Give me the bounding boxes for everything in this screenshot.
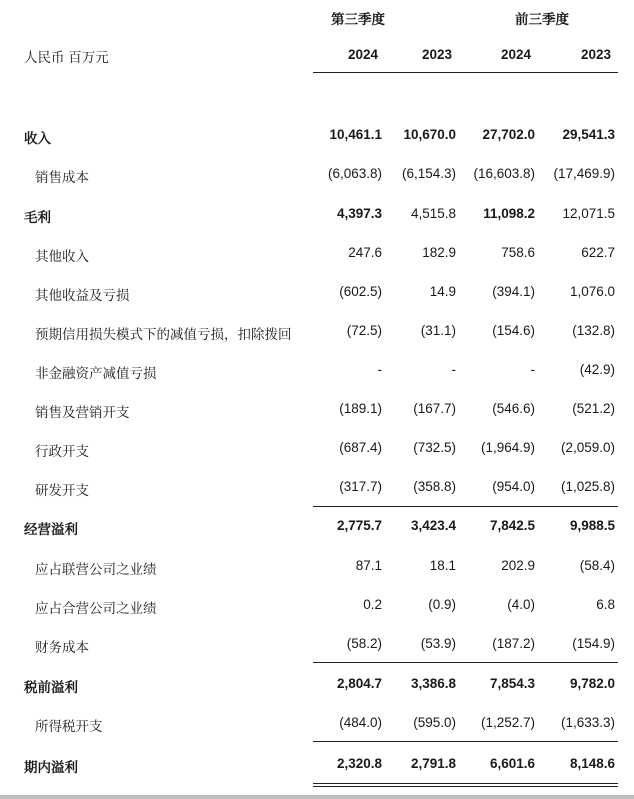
table-row (0, 362, 634, 382)
value-cell: 7,842.5 (489, 518, 535, 533)
value-cell: (317.7) (339, 479, 382, 494)
row-label: 其他收益及亏损 (35, 288, 130, 303)
total-double-rule (313, 786, 618, 787)
table-row (0, 127, 634, 147)
value-cell: - (377, 362, 382, 377)
value-cell: 18.1 (429, 558, 456, 573)
value-cell: 14.9 (429, 284, 456, 299)
value-cell: (16,603.8) (473, 166, 535, 181)
value-cell: (1,025.8) (560, 479, 615, 494)
value-cell: 29,541.3 (562, 127, 615, 142)
value-cell: - (451, 362, 456, 377)
row-label: 行政开支 (35, 444, 89, 459)
value-cell: 758.6 (501, 245, 535, 260)
table-row (0, 245, 634, 265)
value-cell: (546.6) (492, 401, 535, 416)
value-cell: 12,071.5 (562, 206, 615, 221)
table-row (0, 756, 634, 776)
row-label: 应占合营公司之业绩 (35, 601, 157, 616)
row-label: 期内溢利 (24, 760, 78, 775)
value-cell: (4.0) (507, 597, 535, 612)
table-row (0, 284, 634, 304)
value-cell: (187.2) (492, 636, 535, 651)
value-cell: 202.9 (501, 558, 535, 573)
page-bottom-edge (0, 795, 634, 799)
table-row (0, 479, 634, 499)
value-cell: 8,148.6 (569, 756, 615, 771)
value-cell: (358.8) (413, 479, 456, 494)
value-cell: 10,670.0 (403, 127, 456, 142)
value-cell: 10,461.1 (329, 127, 382, 142)
value-cell: 4,515.8 (410, 206, 456, 221)
value-cell: 6.8 (596, 597, 615, 612)
value-cell: 1,076.0 (569, 284, 615, 299)
subtotal-rule (313, 741, 618, 742)
value-cell: 2,775.7 (336, 518, 382, 533)
value-cell: (484.0) (339, 715, 382, 730)
table-row (0, 401, 634, 421)
value-cell: (132.8) (572, 323, 615, 338)
table-row (0, 676, 634, 696)
subtotal-rule (313, 506, 618, 507)
row-label: 研发开支 (35, 483, 89, 498)
value-cell: 9,988.5 (569, 518, 615, 533)
value-cell: 4,397.3 (336, 206, 382, 221)
value-cell: (6,063.8) (327, 166, 382, 181)
value-cell: (595.0) (413, 715, 456, 730)
value-cell: 247.6 (348, 245, 382, 260)
year-header: 2024 (500, 47, 531, 62)
value-cell: 0.2 (363, 597, 382, 612)
value-cell: (394.1) (492, 284, 535, 299)
table-row (0, 597, 634, 617)
value-cell: (6,154.3) (401, 166, 456, 181)
value-cell: (687.4) (339, 440, 382, 455)
currency-unit-label: 人民币 百万元 (24, 50, 109, 65)
value-cell: (1,252.7) (480, 715, 535, 730)
value-cell: 2,320.8 (336, 756, 382, 771)
table-row (0, 166, 634, 186)
value-cell: 182.9 (422, 245, 456, 260)
value-cell: (2,059.0) (560, 440, 615, 455)
row-label: 其他收入 (35, 249, 89, 264)
value-cell: - (530, 362, 535, 377)
row-label: 销售成本 (35, 170, 89, 185)
header-rule (313, 72, 618, 73)
value-cell: (189.1) (339, 401, 382, 416)
ytd-header: 前三季度 (515, 12, 569, 27)
value-cell: (154.6) (492, 323, 535, 338)
value-cell: (954.0) (492, 479, 535, 494)
row-label: 税前溢利 (24, 680, 78, 695)
value-cell: (0.9) (428, 597, 456, 612)
year-header: 2024 (347, 47, 378, 62)
row-label: 销售及营销开支 (35, 405, 130, 420)
table-row (0, 636, 634, 656)
value-cell: (1,633.3) (560, 715, 615, 730)
table-row (0, 715, 634, 735)
table-row (0, 206, 634, 226)
table-row (0, 323, 634, 343)
value-cell: (154.9) (572, 636, 615, 651)
value-cell: (58.2) (346, 636, 382, 651)
value-cell: 622.7 (581, 245, 615, 260)
row-label: 经营溢利 (24, 522, 78, 537)
value-cell: 3,423.4 (410, 518, 456, 533)
value-cell: 87.1 (355, 558, 382, 573)
value-cell: 6,601.6 (489, 756, 535, 771)
value-cell: (31.1) (420, 323, 456, 338)
q3-header: 第三季度 (331, 12, 385, 27)
value-cell: 9,782.0 (569, 676, 615, 691)
value-cell: (58.4) (579, 558, 615, 573)
value-cell: (1,964.9) (480, 440, 535, 455)
row-label: 收入 (24, 131, 51, 146)
value-cell: (732.5) (413, 440, 456, 455)
year-header: 2023 (421, 47, 452, 62)
value-cell: 2,804.7 (336, 676, 382, 691)
table-row (0, 558, 634, 578)
table-row (0, 440, 634, 460)
total-double-rule (313, 783, 618, 784)
value-cell: 11,098.2 (483, 206, 535, 221)
value-cell: (53.9) (420, 636, 456, 651)
row-label: 预期信用损失模式下的减值亏损，扣除拨回 (35, 327, 292, 342)
year-header: 2023 (580, 47, 611, 62)
value-cell: (602.5) (339, 284, 382, 299)
value-cell: 2,791.8 (410, 756, 456, 771)
subtotal-rule (313, 662, 618, 663)
row-label: 毛利 (24, 210, 51, 225)
value-cell: (17,469.9) (553, 166, 615, 181)
value-cell: 3,386.8 (410, 676, 456, 691)
value-cell: (167.7) (413, 401, 456, 416)
row-label: 非金融资产减值亏损 (35, 366, 157, 381)
row-label: 所得税开支 (35, 719, 103, 734)
value-cell: (42.9) (579, 362, 615, 377)
value-cell: 27,702.0 (482, 127, 535, 142)
value-cell: 7,854.3 (489, 676, 535, 691)
value-cell: (72.5) (346, 323, 382, 338)
row-label: 财务成本 (35, 640, 89, 655)
table-row (0, 518, 634, 538)
row-label: 应占联营公司之业绩 (35, 562, 157, 577)
value-cell: (521.2) (572, 401, 615, 416)
